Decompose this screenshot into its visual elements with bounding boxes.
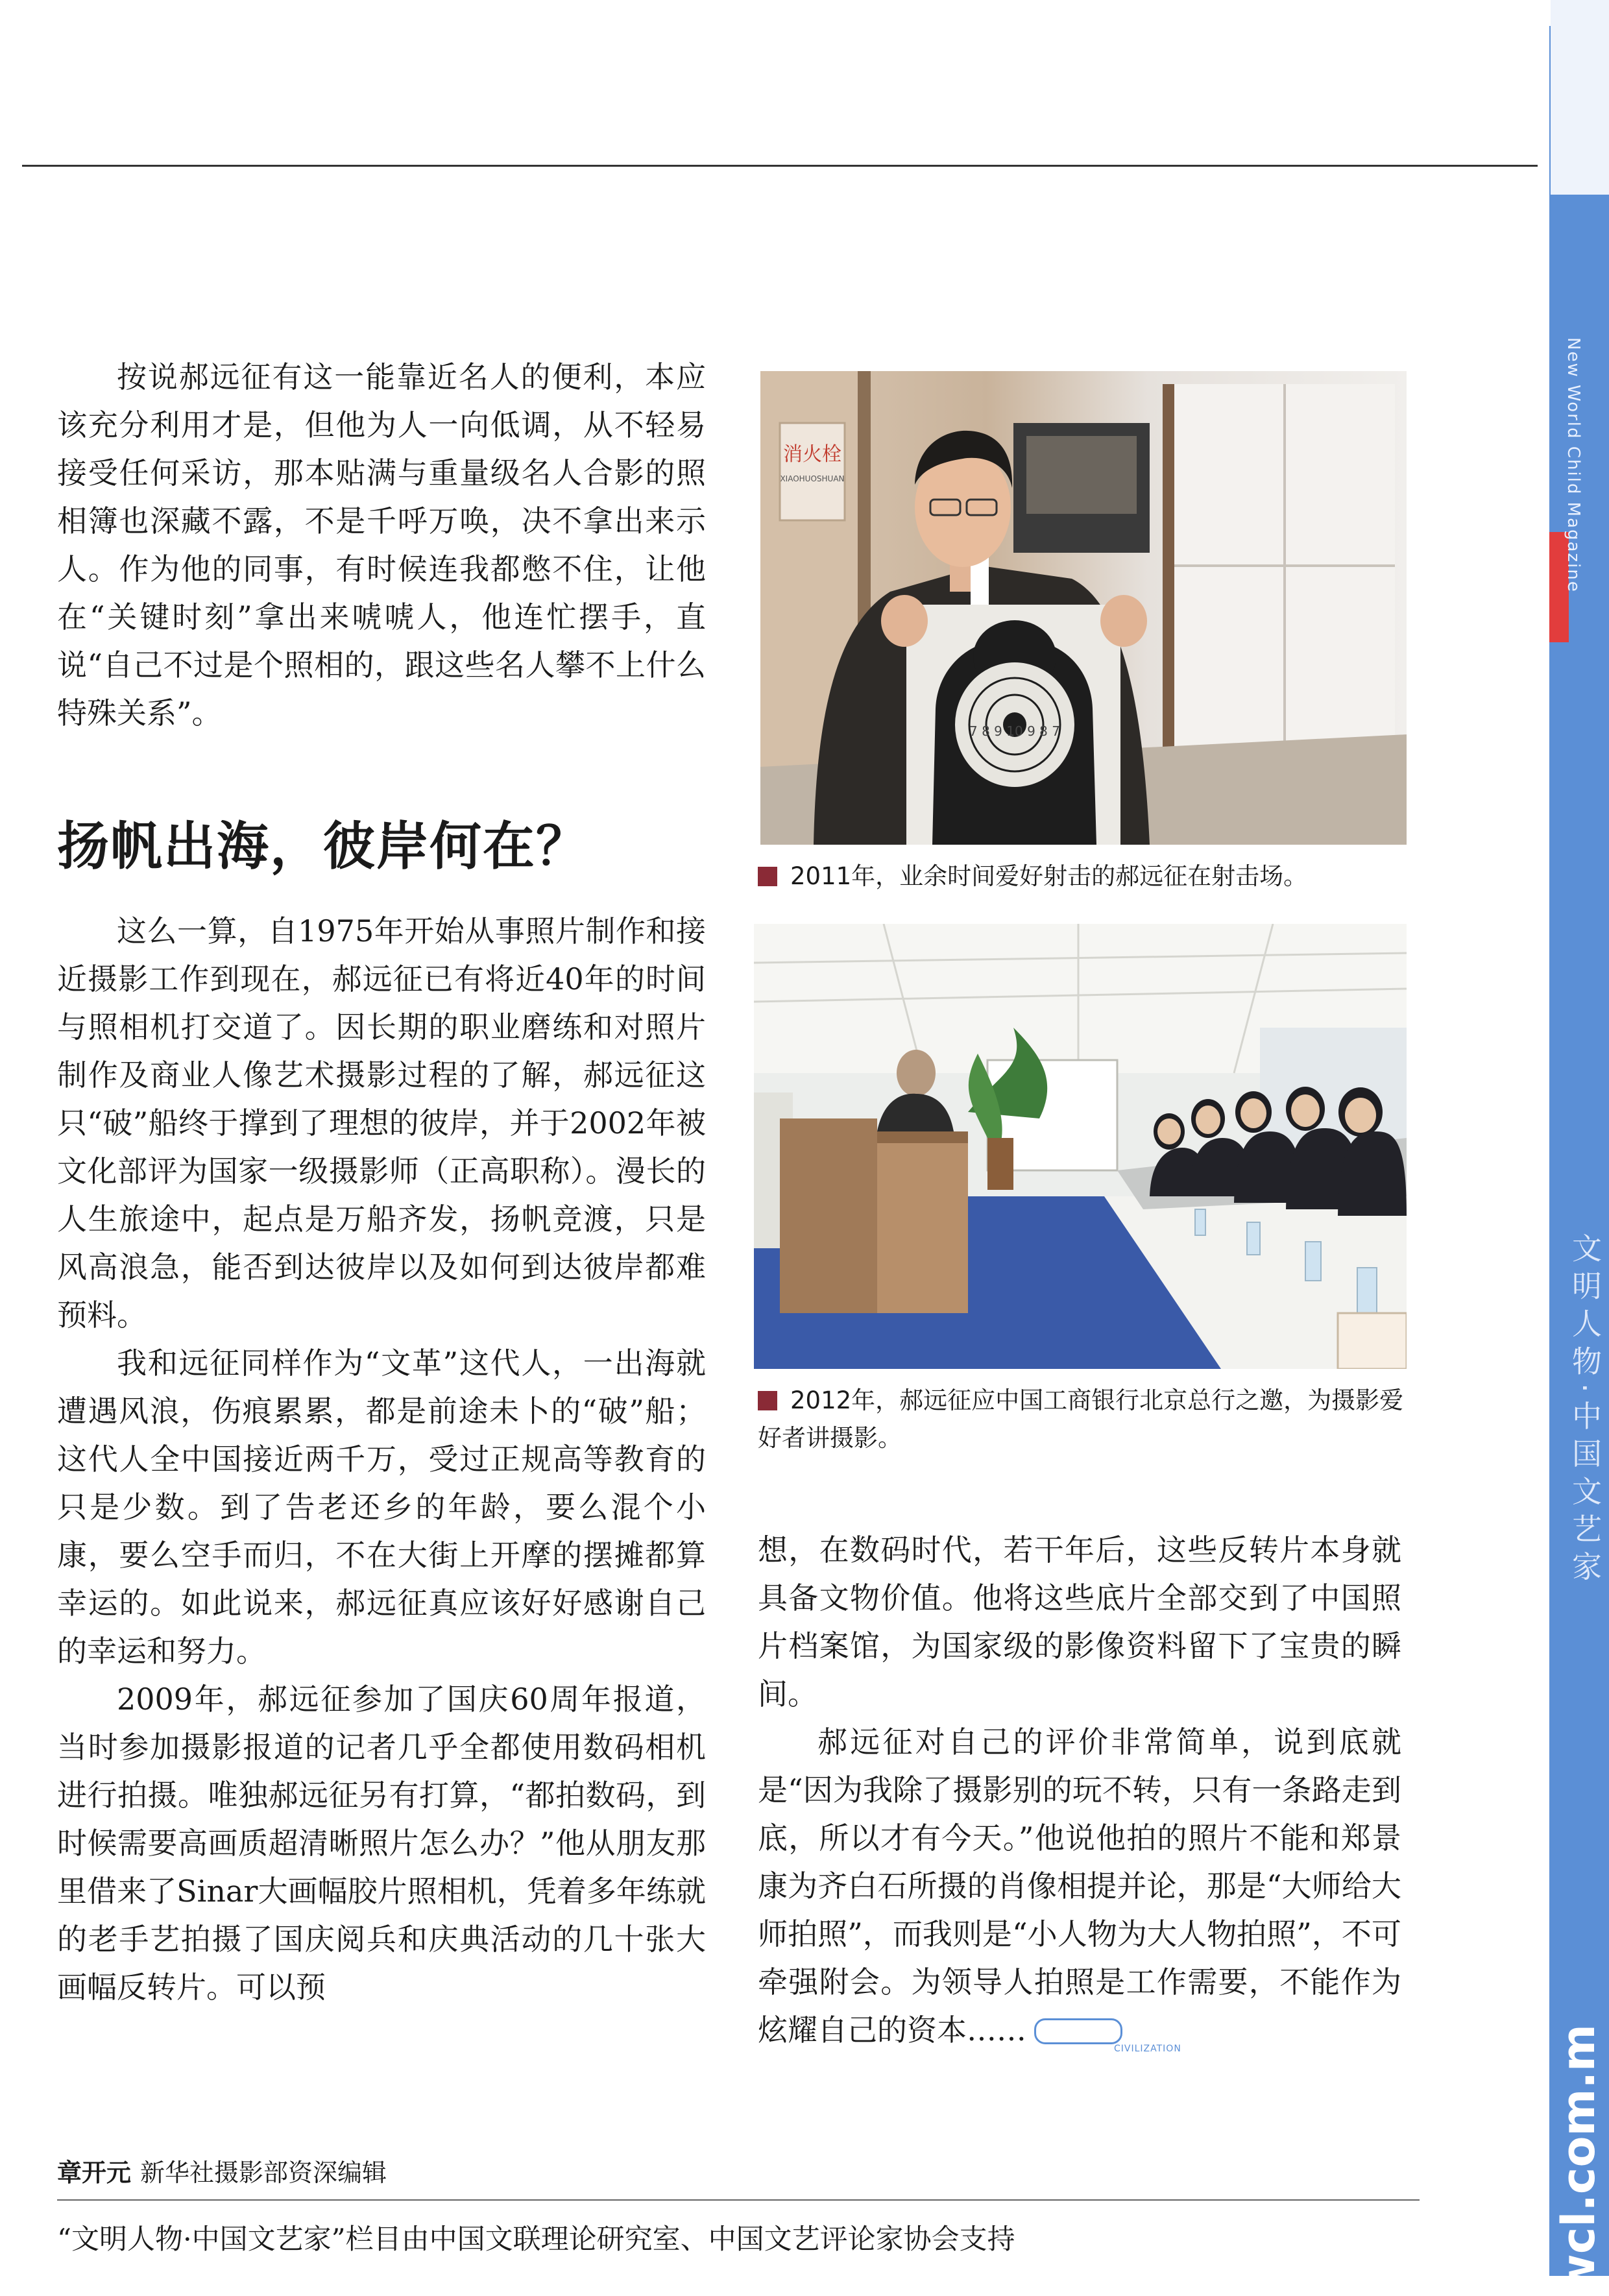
caption-text: 2012年，郝远征应中国工商银行北京总行之邀，为摄影爱好者讲摄影。 xyxy=(758,1386,1404,1452)
caption-text: 2011年，业余时间爱好射击的郝远征在射击场。 xyxy=(790,862,1308,890)
paragraph: 这么一算，自1975年开始从事照片制作和接近摄影工作到现在，郝远征已有将近40年的时间与照相机打交道了。因长期的职业磨练和对照片制作及商业人像艺术摄影过程的了解，郝远征这只“破”船终于撑到了理想的彼岸，并于2002年被文化部评为国家一级摄影师（正高职称）。漫长的人生旅途中，起点是万船齐发，扬帆竞渡，只是风高浪急，能否到达彼岸以及如何到达彼岸都难预料。 xyxy=(57,913,706,1333)
photo-lecture-hall xyxy=(754,924,1407,1369)
intro-text xyxy=(57,353,706,737)
author-credit xyxy=(57,2153,387,2188)
right-column xyxy=(758,1526,1401,2054)
author-name: 章开元 xyxy=(57,2158,132,2187)
side-band-top xyxy=(1551,0,1609,195)
caption-photo-1 xyxy=(758,858,1407,895)
hydrant-sign-text: 消火栓 xyxy=(783,443,841,466)
caption-marker xyxy=(758,867,777,886)
caption-marker xyxy=(758,1391,777,1410)
top-rule xyxy=(22,165,1538,167)
photo-shooting-range xyxy=(760,371,1407,845)
side-magazine-name: New World Child Magazine xyxy=(1564,337,1583,593)
author-title: 新华社摄影部资深编辑 xyxy=(140,2158,387,2187)
paragraph: 2009年，郝远征参加了国庆60周年报道，当时参加摄影报道的记者几乎全都使用数码相机进行拍摄。唯独郝远征另有打算，“都拍数码，到时候需要高画质超清晰照片怎么办？”他从朋友那里借来了Sinar大画幅胶片照相机，凭着多年练就的老手艺拍摄了国庆阅兵和庆典活动的几十张大画幅反转片。可以预 xyxy=(57,1682,706,2005)
shooting-range-image xyxy=(760,371,1407,845)
end-mark-text: CIVILIZATION xyxy=(1114,2044,1181,2054)
lecture-hall-image xyxy=(754,924,1407,1369)
end-mark-icon xyxy=(1034,2018,1181,2054)
side-column-name: 文明人物·中国文艺家 xyxy=(1567,1233,1603,1589)
paragraph: 我和远征同样作为“文革”这代人，一出海就遭遇风浪，伤痕累累，都是前途未卜的“破”船；这代人全中国接近两千万，受过正规高等教育的只是少数。到了告老还乡的年龄，要么混个小康，要么空手而归，不在大街上开摩的摆摊都算幸运的。如此说来，郝远征真应该好好感谢自己的幸运和努力。 xyxy=(57,1346,706,1669)
side-url: wcl.com.m xyxy=(1552,2024,1605,2296)
paragraph: 想，在数码时代，若干年后，这些反转片本身就具备文物价值。他将这些底片全部交到了中国照片档案馆，为国家级的影像资料留下了宝贵的瞬间。 xyxy=(758,1532,1401,1711)
caption-photo-2 xyxy=(758,1382,1407,1457)
section-title: 扬帆出海，彼岸何在？ xyxy=(57,816,589,876)
paragraph-text: 郝远征对自己的评价非常简单，说到底就是“因为我除了摄影别的玩不转，只有一条路走到底，所以才有今天。”他说他拍的照片不能和郑景康为齐白石所摄的肖像相提并论，那是“大师给大师拍照”，而我则是“小人物为大人物拍照”，不可牵强附会。为领导人拍照是工作需要，不能作为炫耀自己的资本…… xyxy=(758,1724,1401,2048)
paragraph xyxy=(758,1718,1401,2054)
target-numbers: 7 8 9 10 9 8 7 xyxy=(969,723,1060,739)
bottom-rule xyxy=(57,2199,1420,2201)
hydrant-sign-sub: XIAOHUOSHUAN xyxy=(780,474,845,483)
column-footer: “文明人物·中国文艺家”栏目由中国文联理论研究室、中国文艺评论家协会支持 xyxy=(57,2223,1015,2256)
paragraph: 按说郝远征有这一能靠近名人的便利，本应该充分利用才是，但他为人一向低调，从不轻易接受任何采访，那本贴满与重量级名人合影的照相簿也深藏不露，不是千呼万唤，决不拿出来示人。作为他的同事，有时候连我都憋不住，让他在“关键时刻”拿出来唬唬人，他连忙摆手，直说“自己不过是个照相的，跟这些名人攀不上什么特殊关系”。 xyxy=(57,359,706,731)
left-column xyxy=(57,907,706,2011)
